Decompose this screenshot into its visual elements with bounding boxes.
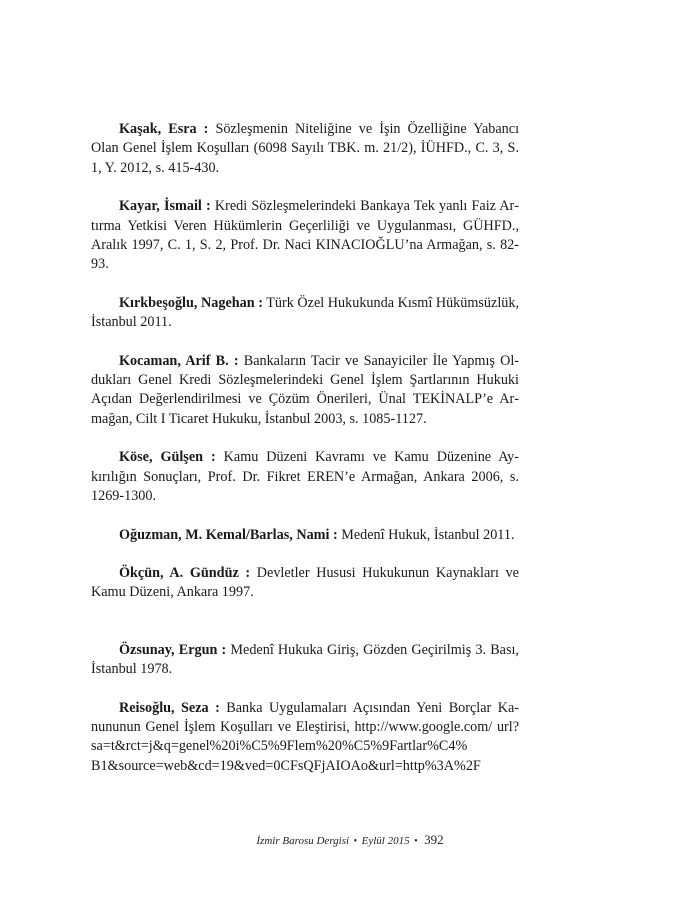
bibliography-entry [91,448,519,506]
bibliography-entry [91,352,519,430]
entry-author: Ökçün, A. Gündüz : [119,564,251,581]
bibliography-entry [91,294,519,333]
entry-text: Medenî Hukuka Giriş, Gözden Geçirilmiş 3. Bası, İstanbul 1978. [91,641,519,678]
page-number: 392 [424,832,444,847]
bibliography-entry [91,526,519,545]
entry-text: Türk Özel Hukukunda Kısmî Hükümsüzlük, İstanbul 2011. [91,294,519,331]
footer-journal-name: İzmir Barosu Dergisi [256,835,350,847]
footer-separator: • [411,836,421,847]
entry-text: Kamu Düzeni Kavramı ve Kamu Düzenine Aykırılığın Sonuçları, Prof. Dr. Fikret EREN’e Armağan, Ankara 2006, s. 1269-1300. [91,449,520,505]
bibliography-page [91,120,519,776]
footer-date: Eylül 2015 [361,835,410,847]
entry-text: Sözleşmenin Niteliğine ve İşin Özelliğine Yabancı Olan Genel İşlem Koşulları (6098 Sayılı TBK. m. 21/2), İÜHFD., C. 3, S. 1, Y. 2012, s. 415-430. [91,121,520,176]
entry-text: Medenî Hukuk, İstanbul 2011. [337,526,515,543]
footer-separator: • [351,836,360,847]
bibliography-entry [91,197,519,275]
entry-author: Özsunay, Ergun : [119,641,227,658]
entry-author: Kaşak, Esra : [119,121,209,137]
entry-text: Kredi Sözleşmelerindeki Bankaya Tek yanlı Faiz Artırma Yetkisi Veren Hükümlerin Geçerliliği ve Uygulanması, GÜHFD., Aralık 1997, C. 1, S. 2, Prof. Dr. Naci KINACIOĞLU’na Armağan, s. 82-93. [91,198,520,273]
entry-text: Bankaların Tacir ve Sanayiciler İle Yapmış Oldukları Genel Kredi Sözleşmelerindeki Genel İşlem Şartlarının Hukuki Açıdan Değerlendirilmesi ve Çözüm Önerileri, Ünal TEKİNALP’e Armağan, Cilt I Ticaret Hukuku, İstanbul 2003, s. 1085-1127. [91,352,519,427]
entry-author: Reisoğlu, Seza : [119,699,220,716]
entry-author: Kayar, İsmail : [119,198,211,215]
page-footer [0,832,700,848]
entry-author: Köse, Gülşen : [119,449,216,466]
entry-text: Devletler Hususi Hukukunun Kaynakları ve Kamu Düzeni, Ankara 1997. [91,564,519,601]
entry-author: Oğuzman, M. Kemal/Barlas, Nami : [119,526,338,543]
entry-author: Kırkbeşoğlu, Nagehan : [119,294,263,311]
bibliography-entry [91,641,519,680]
bibliography-entry [91,120,519,178]
entry-author: Kocaman, Arif B. : [119,352,239,369]
entry-text: Banka Uygulamaları Açısından Yeni Borçlar Kanununun Genel İşlem Koşulları ve Eleştirisi, http://www.google.com/ url?sa=t&rct=j&q=genel%20i%C5%9Flem%20%C5%9Fartlar%C4% B1&source=web&cd=19&ved=0CFsQFjAIOAo&url=http%3A%2F [91,699,519,774]
bibliography-entry [91,564,519,603]
bibliography-entry [91,699,519,777]
